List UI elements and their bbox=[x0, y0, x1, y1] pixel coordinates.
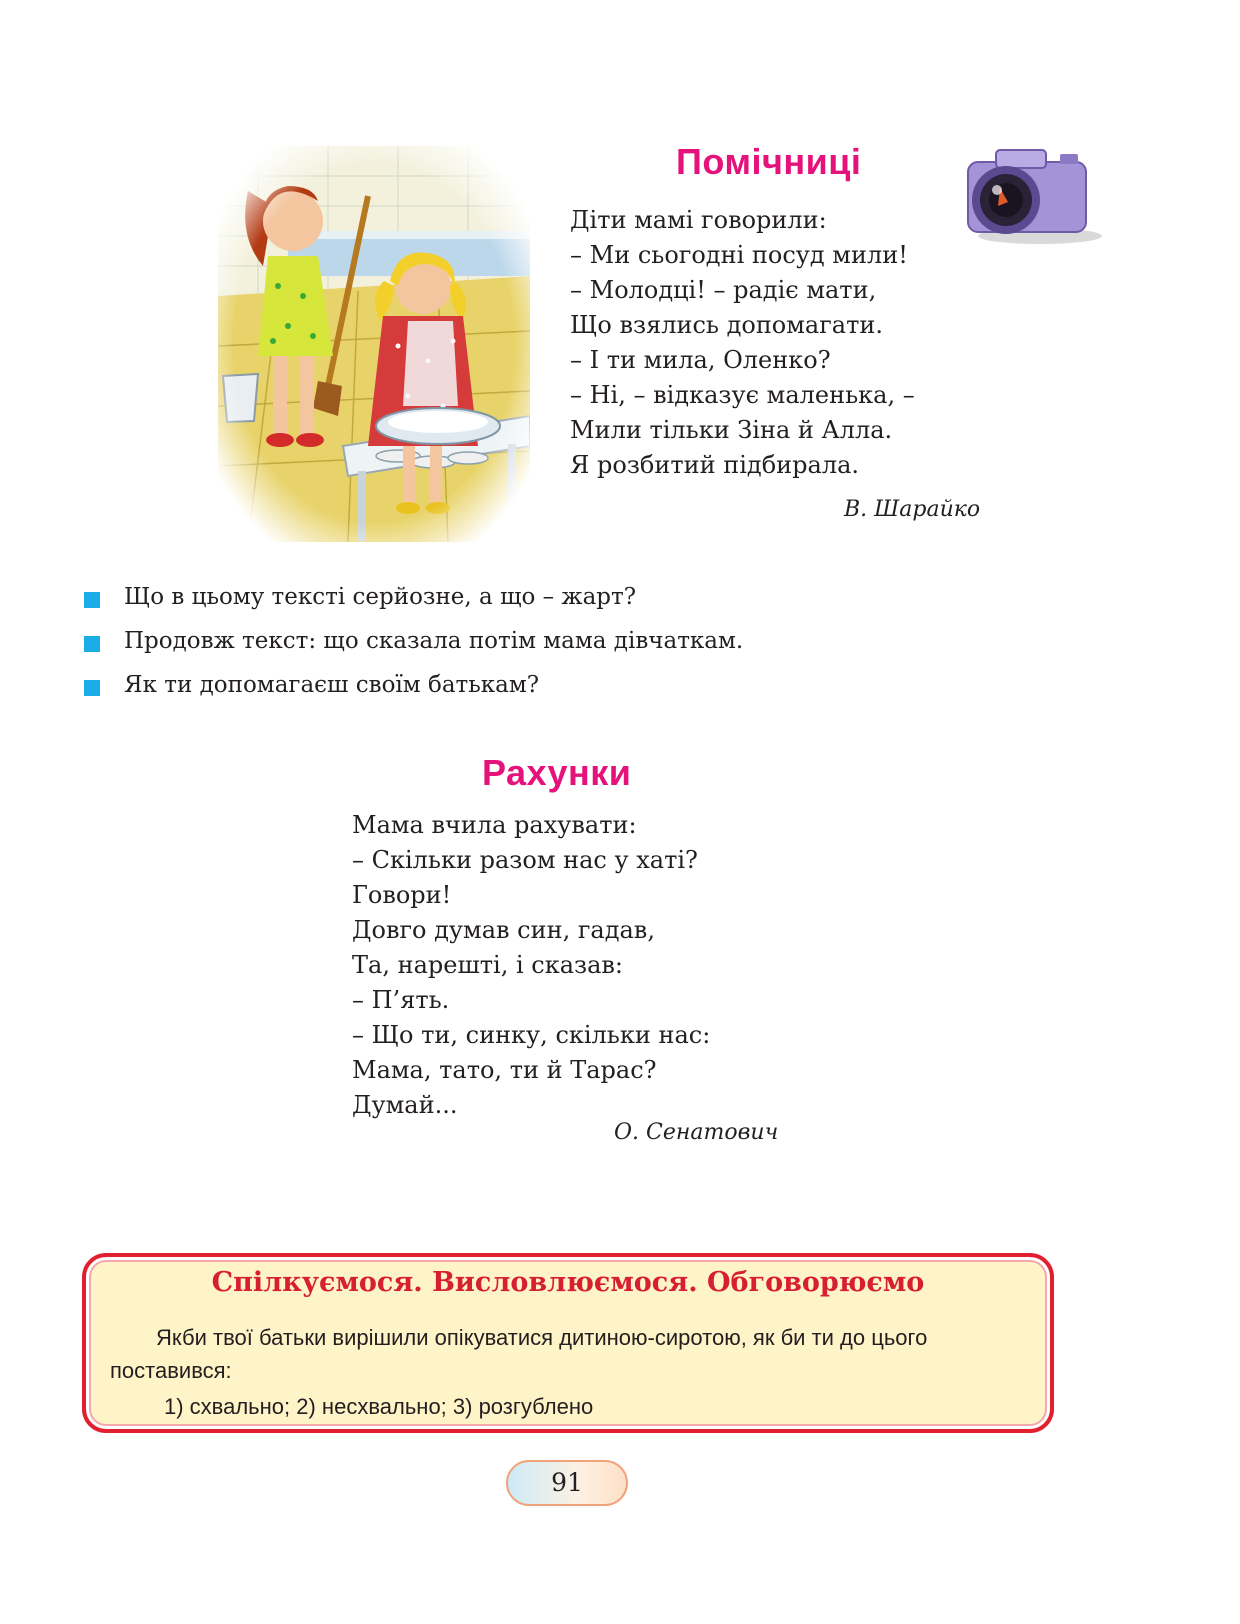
poem2-line: Довго думав син, гадав, bbox=[352, 916, 655, 944]
page-number: 91 bbox=[506, 1460, 628, 1506]
question-text: Що в цьому тексті серйозне, а що – жарт? bbox=[124, 584, 637, 610]
poem1-line: – Молодці! – радіє мати, bbox=[570, 276, 877, 304]
poem1-line: Діти мамі говорили: bbox=[570, 206, 827, 234]
discussion-title: Спілкуємося. Висловлюємося. Обговорюємо bbox=[211, 1267, 925, 1298]
poem1-text bbox=[570, 203, 915, 483]
question-text: Як ти допомагаєш своїм батькам? bbox=[124, 672, 540, 698]
poem1-line: Мили тільки Зіна й Алла. bbox=[570, 416, 893, 444]
poem1-title: Помічниці bbox=[676, 141, 862, 182]
discussion-text: Якби твої батьки вирішили опікуватися дитиною-сиротою, як би ти до цього поставився: bbox=[110, 1325, 928, 1383]
poem1-line: Що взялись допомагати. bbox=[570, 311, 884, 339]
poem2-line: – Що ти, синку, скільки нас: bbox=[352, 1021, 711, 1049]
poem2-line: – Скільки разом нас у хаті? bbox=[352, 846, 698, 874]
poem2-line: – П’ять. bbox=[352, 986, 450, 1014]
poem2-line: Думай... bbox=[352, 1091, 458, 1119]
poem1-line: – Ні, – відказує маленька, – bbox=[570, 381, 915, 409]
square-bullet-icon bbox=[84, 636, 100, 652]
discussion-options: 1) схвально; 2) несхвально; 3) розгублено bbox=[164, 1394, 594, 1419]
poem2-line: Говори! bbox=[352, 881, 452, 909]
illustration-girls-helping bbox=[218, 146, 530, 542]
poem2-line: Та, нарешті, і сказав: bbox=[352, 951, 624, 979]
poem1-author: В. Шарайко bbox=[844, 497, 981, 522]
poem2-line: Мама вчила рахувати: bbox=[352, 811, 637, 839]
poem2-title: Рахунки bbox=[482, 752, 632, 793]
poem2-line: Мама, тато, ти й Тарас? bbox=[352, 1056, 657, 1084]
camera-icon bbox=[948, 140, 1108, 250]
poem1-line: Я розбитий підбирала. bbox=[570, 451, 860, 479]
poem2-text bbox=[352, 808, 710, 1123]
square-bullet-icon bbox=[84, 680, 100, 696]
discussion-box bbox=[82, 1253, 1054, 1433]
poem1-line: – Ми сьогодні посуд мили! bbox=[570, 241, 908, 269]
poem2-author: О. Сенатович bbox=[614, 1120, 779, 1145]
poem1-line: – І ти мила, Оленко? bbox=[570, 346, 831, 374]
question-text: Продовж текст: що сказала потім мама дівчаткам. bbox=[124, 628, 744, 654]
square-bullet-icon bbox=[84, 592, 100, 608]
